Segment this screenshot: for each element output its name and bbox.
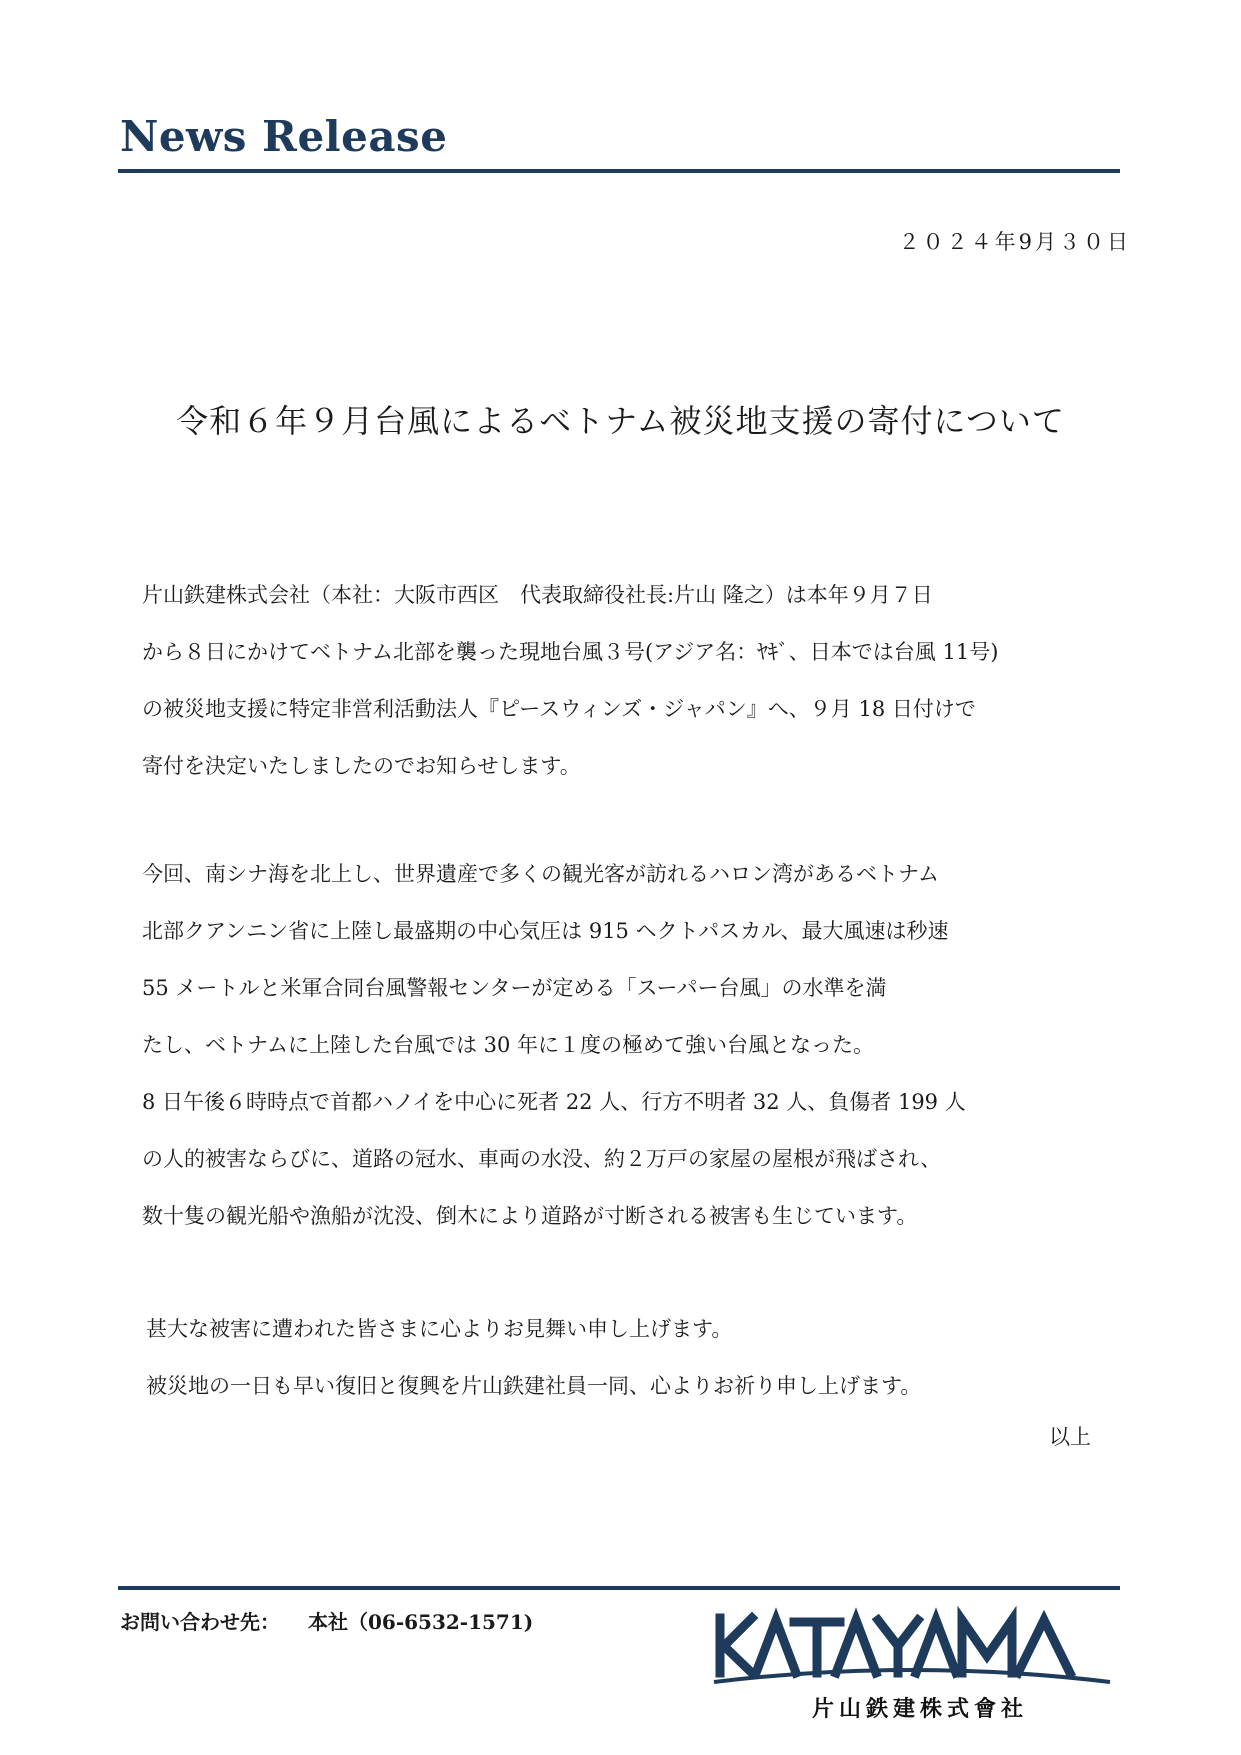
text-line: たし、ベトナムに上陸した台風では 30 年に１度の極めて強い台風となった。: [142, 1033, 875, 1057]
text-line: 片山鉄建株式会社（本社：大阪市西区 代表取締役社長:片山 隆之）は本年９月７日: [142, 583, 933, 607]
text-line: 北部クアンニン省に上陸し最盛期の中心気圧は 915 ヘクトパスカル、最大風速は秒速: [142, 919, 949, 943]
text-line: の被災地支援に特定非営利活動法人『ピースウィンズ・ジャパン』へ、９月 18 日付けで: [142, 697, 976, 721]
text-line: の人的被害ならびに、道路の冠水、車両の水没、約２万戸の家屋の屋根が飛ばされ、: [142, 1147, 942, 1171]
footer-divider: [118, 1586, 1120, 1590]
text-line: 被災地の一日も早い復旧と復興を片山鉄建社員一同、心よりお祈り申し上げます。: [146, 1374, 922, 1398]
paragraph-announcement: [142, 567, 1132, 795]
text-line: から８日にかけてベトナム北部を襲った現地台風３号(アジア名：ﾔｷﾞ、日本では台風 11号): [142, 640, 999, 664]
news-release-heading: News Release: [120, 112, 448, 161]
text-line: 8 日午後６時時点で首都ハノイを中心に死者 22 人、行方不明者 32 人、負傷者 199 人: [142, 1090, 966, 1114]
closing-mark: 以上: [1049, 1425, 1091, 1449]
text-line: 今回、南シナ海を北上し、世界遺産で多くの観光客が訪れるハロン湾があるベトナム: [142, 862, 939, 886]
release-date: ２０２４年9月３０日: [898, 230, 1131, 254]
contact-info: [120, 1606, 533, 1635]
contact-label: お問い合わせ先：: [120, 1610, 280, 1634]
contact-phone: 本社（06-6532-1571): [308, 1610, 534, 1634]
text-line: 甚大な被害に遭われた皆さまに心よりお見舞い申し上げます。: [146, 1317, 733, 1341]
document-title: 令和６年９月台風によるベトナム被災地支援の寄付について: [176, 402, 1065, 440]
text-line: 55 メートルと米軍合同台風警報センターが定める「スーパー台風」の水準を満: [142, 976, 887, 1000]
text-line: 数十隻の観光船や漁船が沈没、倒木により道路が寸断される被害も生じています。: [142, 1204, 918, 1228]
paragraph-damage-report: [142, 846, 1132, 1245]
logo-text: KATAYAMA: [712, 1598, 718, 1599]
katayama-logo-mark: [712, 1598, 1112, 1688]
paragraph-condolences: [146, 1301, 1136, 1415]
text-line: 寄付を決定いたしましたのでお知らせします。: [142, 754, 581, 778]
header-divider: [118, 169, 1120, 173]
company-name-logo: 片山鉄建株式會社: [812, 1696, 1029, 1722]
